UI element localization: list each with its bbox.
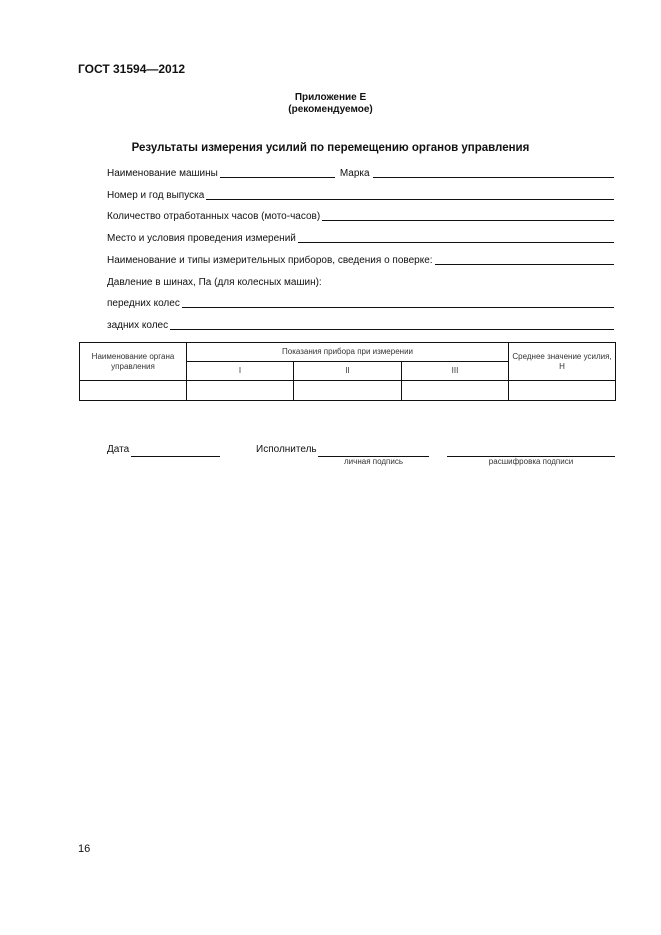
executor-label: Исполнитель <box>256 444 317 455</box>
brand-input-line[interactable] <box>373 177 614 178</box>
sub-col-header-3: III <box>402 362 509 381</box>
col-header-organ: Наименование органа управления <box>80 343 187 381</box>
date-label: Дата <box>107 444 130 455</box>
rear-wheels-label: задних колес <box>107 320 169 331</box>
rear-wheels-input-line[interactable] <box>170 329 614 330</box>
field-row-place <box>107 231 614 245</box>
table-cell-average[interactable] <box>509 381 616 401</box>
machine-name-input-line[interactable] <box>220 177 335 178</box>
hours-input-line[interactable] <box>322 220 614 221</box>
instruments-label: Наименование и типы измерительных приборов, сведения о поверке: <box>107 255 433 266</box>
table-cell-organ[interactable] <box>80 381 187 401</box>
results-table <box>79 342 616 401</box>
table-cell-reading-2[interactable] <box>294 381 402 401</box>
front-wheels-label: передних колес <box>107 298 180 309</box>
number-year-label: Номер и год выпуска <box>107 190 205 201</box>
form-title: Результаты измерения усилий по перемещению органов управления <box>131 142 530 154</box>
col-header-readings: Показания прибора при измерении <box>187 343 509 362</box>
place-label: Место и условия проведения измерений <box>107 233 296 244</box>
sub-col-header-1: I <box>187 362 294 381</box>
machine-name-label: Наименование машины <box>107 168 218 179</box>
page-number: 16 <box>78 843 91 855</box>
field-row-instruments <box>107 253 614 267</box>
sub-col-header-2: II <box>294 362 402 381</box>
front-wheels-input-line[interactable] <box>182 307 614 308</box>
field-row-rear-wheels <box>107 318 614 332</box>
date-input-line[interactable] <box>131 456 220 457</box>
field-row-number-year <box>107 188 614 202</box>
document-code: ГОСТ 31594—2012 <box>78 62 186 76</box>
appendix-heading <box>0 92 661 116</box>
appendix-subtitle: (рекомендуемое) <box>288 104 373 115</box>
field-row-front-wheels <box>107 296 614 310</box>
number-year-input-line[interactable] <box>206 199 614 200</box>
tire-pressure-label: Давление в шинах, Па (для колесных машин): <box>107 277 322 288</box>
hours-label: Количество отработанных часов (мото-часов) <box>107 211 321 222</box>
signature-caption: личная подпись <box>344 457 403 466</box>
field-row-machine <box>107 166 614 180</box>
table-row <box>80 381 616 401</box>
table-cell-reading-3[interactable] <box>402 381 509 401</box>
decode-caption: расшифровка подписи <box>488 457 574 466</box>
brand-label: Марка <box>339 168 370 179</box>
field-row-hours <box>107 209 614 223</box>
place-input-line[interactable] <box>298 242 614 243</box>
appendix-title: Приложение Е <box>294 92 367 103</box>
table-cell-reading-1[interactable] <box>187 381 294 401</box>
instruments-input-line[interactable] <box>435 264 614 265</box>
col-header-average: Среднее значение усилия, Н <box>509 343 616 381</box>
